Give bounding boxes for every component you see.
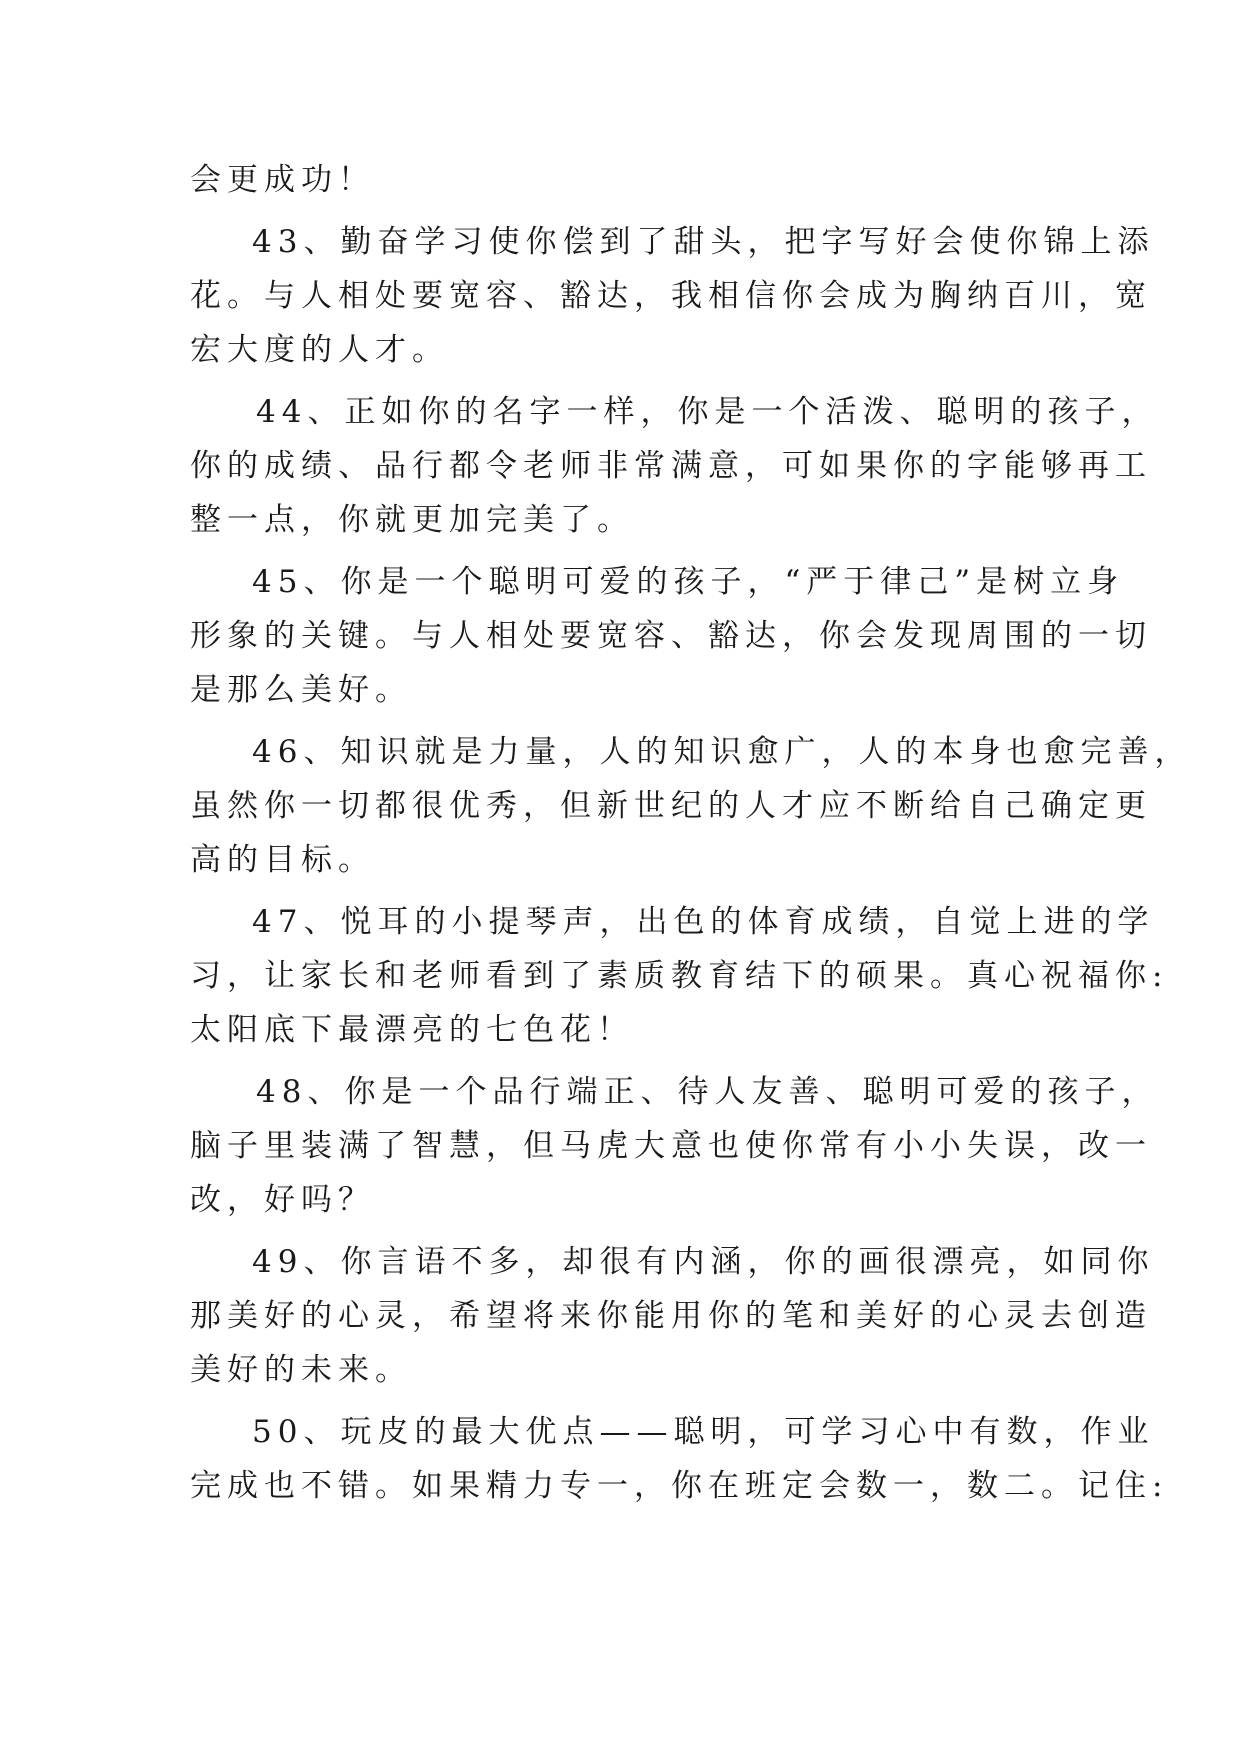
- paragraph-45-line-3: 是那么美好。: [190, 672, 412, 708]
- paragraph-47-line-3: 太阳底下最漂亮的七色花！: [190, 1012, 634, 1048]
- paragraph-50-line-2: 完成也不错。如果精力专一，你在班定会数一，数二。记住:: [190, 1468, 1169, 1504]
- paragraph-50-line-1: 50、玩皮的最大优点——聪明，可学习心中有数，作业: [252, 1414, 1155, 1450]
- paragraph-44-line-2: 你的成绩、品行都令老师非常满意，可如果你的字能够再工: [190, 448, 1152, 484]
- paragraph-46-line-3: 高的目标。: [190, 842, 375, 878]
- paragraph-49-line-3: 美好的未来。: [190, 1352, 412, 1388]
- paragraph-47-line-2: 习，让家长和老师看到了素质教育结下的硕果。真心祝福你:: [190, 958, 1169, 994]
- paragraph-45-line-2: 形象的关键。与人相处要宽容、豁达，你会发现周围的一切: [190, 618, 1152, 654]
- paragraph-47-line-1: 47、悦耳的小提琴声，出色的体育成绩，自觉上进的学: [252, 904, 1155, 940]
- paragraph-48-line-1: 48、你是一个品行端正、待人友善、聪明可爱的孩子，: [256, 1074, 1159, 1110]
- paragraph-45-line-1: 45、你是一个聪明可爱的孩子，“严于律己”是树立身: [252, 564, 1125, 600]
- paragraph-46-line-2: 虽然你一切都很优秀，但新世纪的人才应不断给自己确定更: [190, 788, 1152, 824]
- paragraph-43-line-2: 花。与人相处要宽容、豁达，我相信你会成为胸纳百川，宽: [190, 278, 1152, 314]
- paragraph-48-line-2: 脑子里装满了智慧，但马虎大意也使你常有小小失误，改一: [190, 1128, 1152, 1164]
- paragraph-46-line-1: 46、知识就是力量，人的知识愈广，人的本身也愈完善，: [252, 734, 1192, 770]
- text-line: 会更成功！: [190, 162, 375, 198]
- paragraph-49-line-2: 那美好的心灵，希望将来你能用你的笔和美好的心灵去创造: [190, 1298, 1152, 1334]
- paragraph-48-line-3: 改，好吗？: [190, 1182, 375, 1218]
- paragraph-49-line-1: 49、你言语不多，却很有内涵，你的画很漂亮，如同你: [252, 1244, 1155, 1280]
- paragraph-44-line-3: 整一点，你就更加完美了。: [190, 502, 634, 538]
- paragraph-43-line-1: 43、勤奋学习使你偿到了甜头，把字写好会使你锦上添: [252, 224, 1155, 260]
- paragraph-44-line-1: 44、正如你的名字一样，你是一个活泼、聪明的孩子，: [256, 394, 1159, 430]
- paragraph-43-line-3: 宏大度的人才。: [190, 332, 449, 368]
